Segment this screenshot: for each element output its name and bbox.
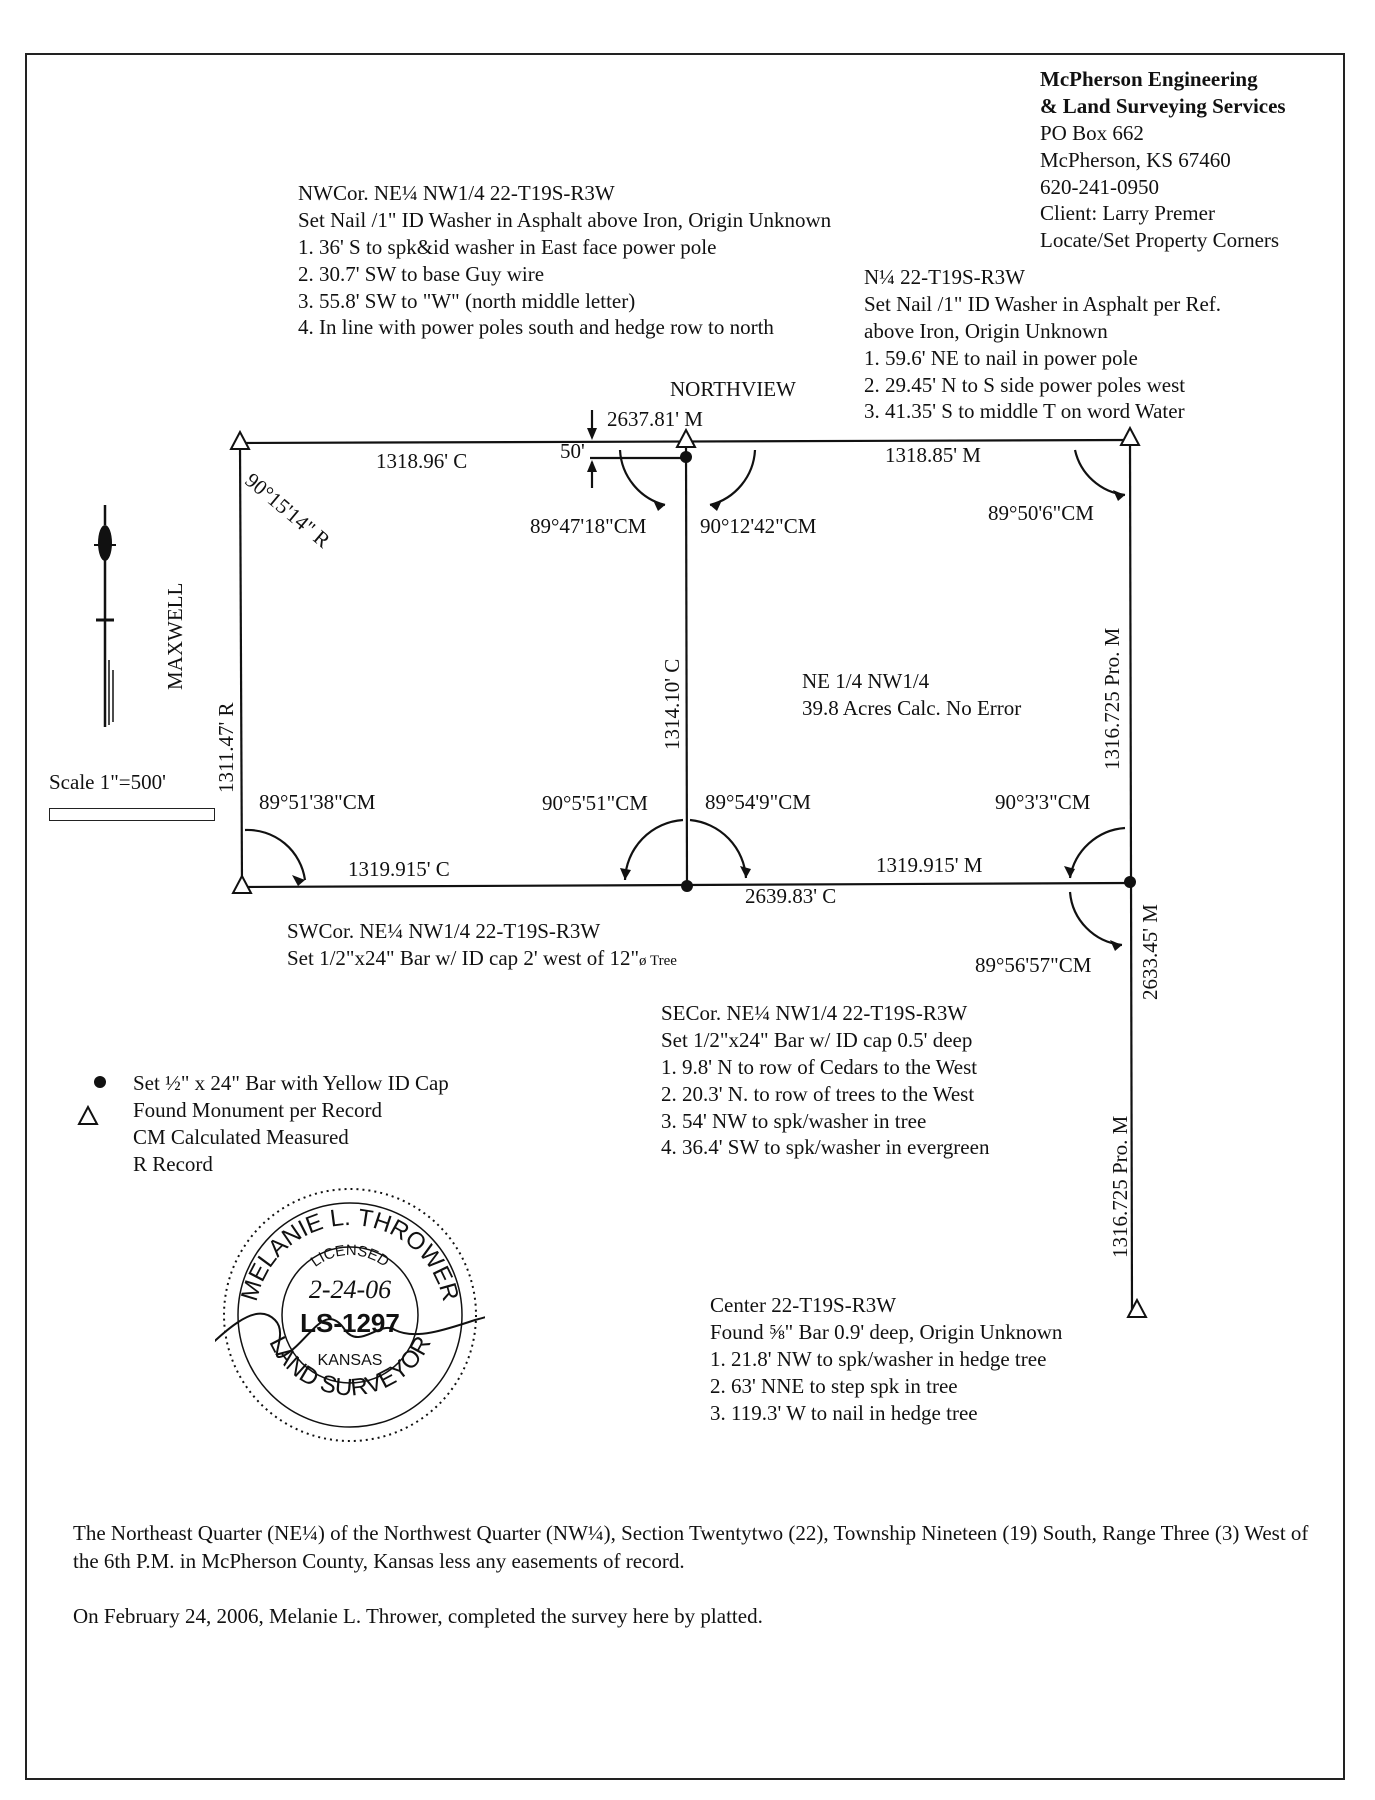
- angle-bottom-mid-left: 90°5'51"CM: [542, 791, 648, 815]
- angle-arc: [245, 830, 305, 880]
- dim-east-side: 1316.725 Pro. M: [1100, 627, 1124, 770]
- center-notes: [710, 1292, 1062, 1426]
- angle-sw: 89°51'38"CM: [259, 790, 376, 814]
- seal-state: KANSAS: [317, 1352, 383, 1369]
- seal-date: 2-24-06: [308, 1275, 392, 1304]
- dim-middle: 1314.10' C: [660, 658, 684, 750]
- angle-arc: [1070, 828, 1125, 878]
- surveyor-seal: [215, 1180, 485, 1450]
- dim-bottom-total: 2639.83' C: [745, 884, 837, 908]
- scale-bar: [49, 808, 215, 821]
- dim-west-angle: 90°15'14" R: [240, 468, 335, 553]
- parcel-name: NE 1/4 NW1/4: [802, 669, 930, 693]
- sw-corner-notes: [287, 918, 677, 972]
- angle-top-left: 89°47'18"CM: [530, 514, 647, 538]
- seal-licensed: LICENSED: [307, 1241, 393, 1271]
- center-tie: 1. 21.8' NW to spk/washer in hedge tree: [710, 1346, 1047, 1371]
- west-line: [240, 443, 242, 887]
- nw-corner-tie: 2. 30.7' SW to base Guy wire: [298, 261, 545, 286]
- n-quarter-set-2: above Iron, Origin Unknown: [864, 318, 1108, 343]
- dim-bottom-left: 1319.915' C: [348, 857, 450, 881]
- certification: On February 24, 2006, Melanie L. Thrower, completed the survey here by platted.: [73, 1604, 763, 1629]
- angle-bottom-mid-right: 89°54'9"CM: [705, 790, 811, 814]
- dim-top-left: 1318.96' C: [376, 449, 468, 473]
- n-quarter-set: Set Nail /1" ID Washer in Asphalt per Ref.: [864, 291, 1222, 316]
- company-phone: 620-241-0950: [1040, 174, 1159, 199]
- center-title: Center 22-T19S-R3W: [710, 1293, 897, 1317]
- dim-top-total: 2637.81' M: [607, 407, 703, 431]
- se-corner-title: SECor. NE¼ NW1/4 22-T19S-R3W: [661, 1001, 968, 1025]
- n-quarter-tie: 2. 29.45' N to S side power poles west: [864, 372, 1186, 397]
- dim-south-total: 2633.45' M: [1138, 904, 1162, 1000]
- nw-corner-tie: 4. In line with power poles south and hedge row to north: [298, 315, 774, 340]
- dim-west-side: 1311.47' R: [214, 702, 238, 793]
- angle-arc: [1075, 450, 1125, 495]
- legend-set-bar: Set ½" x 24" Bar with Yellow ID Cap: [133, 1071, 449, 1095]
- north-arrow-icon: [94, 505, 116, 727]
- company-po-box: PO Box 662: [1040, 120, 1144, 145]
- road-northview: NORTHVIEW: [670, 377, 796, 401]
- nw-corner-tie: 3. 55.8' SW to "W" (north middle letter): [298, 288, 636, 313]
- found-monument-icon: [677, 430, 695, 447]
- angle-arc: [710, 450, 755, 505]
- dim-south-side: 1316.725 Pro. M: [1108, 1115, 1132, 1258]
- n-quarter-tie: 3. 41.35' S to middle T on word Water: [864, 399, 1185, 424]
- center-line: [686, 442, 687, 886]
- se-corner-tie: 4. 36.4' SW to spk/washer in evergreen: [661, 1135, 990, 1160]
- dim-top-right: 1318.85' M: [885, 443, 981, 467]
- parcel-acres: 39.8 Acres Calc. No Error: [802, 695, 1022, 720]
- se-corner-notes: [661, 1000, 989, 1161]
- n-quarter-tie: 1. 59.6' NE to nail in power pole: [864, 345, 1138, 370]
- angle-se: 90°3'3"CM: [995, 790, 1091, 814]
- se-corner-tie: 2. 20.3' N. to row of trees to the West: [661, 1081, 975, 1106]
- found-monument-icon: [1121, 428, 1139, 445]
- scale-label: Scale 1"=500': [49, 770, 166, 794]
- nw-corner-tie: 1. 36' S to spk&id washer in East face power pole: [298, 234, 717, 259]
- dim-offset: 50': [560, 439, 585, 463]
- seal-bottom: LAND SURVEYOR: [263, 1331, 437, 1402]
- nw-corner-set: Set Nail /1" ID Washer in Asphalt above Iron, Origin Unknown: [298, 207, 832, 232]
- job-description: Locate/Set Property Corners: [1040, 228, 1280, 253]
- seal-name: MELANIE L. THROWER: [236, 1203, 464, 1304]
- found-monument-icon: [233, 876, 251, 893]
- legend-r: R Record: [133, 1151, 213, 1176]
- seal-number: LS-1297: [300, 1308, 400, 1338]
- se-corner-tie: 1. 9.8' N to row of Cedars to the West: [661, 1054, 978, 1079]
- center-found: Found ⅝" Bar 0.9' deep, Origin Unknown: [710, 1319, 1063, 1344]
- client-name: Client: Larry Premer: [1040, 201, 1215, 226]
- nw-corner-title: NWCor. NE¼ NW1/4 22-T19S-R3W: [298, 181, 615, 205]
- found-monument-icon: [231, 432, 249, 449]
- angle-top-right: 90°12'42"CM: [700, 514, 817, 538]
- company-name-2: & Land Surveying Services: [1040, 93, 1286, 118]
- se-corner-tie: 3. 54' NW to spk/washer in tree: [661, 1108, 927, 1133]
- legend: [133, 1070, 449, 1178]
- center-tie: 2. 63' NNE to step spk in tree: [710, 1373, 958, 1398]
- center-tie: 3. 119.3' W to nail in hedge tree: [710, 1400, 978, 1425]
- angle-arc: [1070, 892, 1122, 945]
- set-bar-icon: [681, 880, 693, 892]
- sw-corner-title: SWCor. NE¼ NW1/4 22-T19S-R3W: [287, 919, 601, 943]
- angle-se-low: 89°56'57"CM: [975, 953, 1092, 977]
- company-city: McPherson, KS 67460: [1040, 147, 1231, 172]
- company-name: McPherson Engineering: [1040, 67, 1258, 91]
- legend-cm: CM Calculated Measured: [133, 1124, 349, 1149]
- angle-arc: [625, 820, 683, 880]
- legal-description-block: [73, 1520, 1313, 1631]
- se-corner-set: Set 1/2"x24" Bar w/ ID cap 0.5' deep: [661, 1027, 973, 1052]
- found-monument-icon: [1128, 1300, 1146, 1317]
- n-quarter-title: N¼ 22-T19S-R3W: [864, 265, 1025, 289]
- sw-corner-set: Set 1/2"x24" Bar w/ ID cap 2' west of 12": [287, 945, 640, 970]
- parcel-label: [802, 668, 1021, 722]
- sw-corner-tree: ø Tree: [639, 952, 677, 969]
- legend-found-icon: [79, 1107, 97, 1124]
- angle-ne: 89°50'6"CM: [988, 501, 1094, 525]
- set-bar-icon: [680, 451, 692, 463]
- set-bar-icon: [1124, 876, 1136, 888]
- angle-arc: [690, 820, 746, 878]
- road-maxwell: MAXWELL: [163, 582, 187, 690]
- legend-found: Found Monument per Record: [133, 1097, 383, 1122]
- dim-bottom-right: 1319.915' M: [876, 853, 983, 877]
- legend-set-bar-icon: [94, 1076, 106, 1088]
- legal-description: The Northeast Quarter (NE¼) of the Northwest Quarter (NW¼), Section Twentytwo (22), Township Nineteen (19) South, Range Three (3) West of the 6th P.M. in McPherson County, Kansas less any easements of record.: [73, 1521, 1309, 1573]
